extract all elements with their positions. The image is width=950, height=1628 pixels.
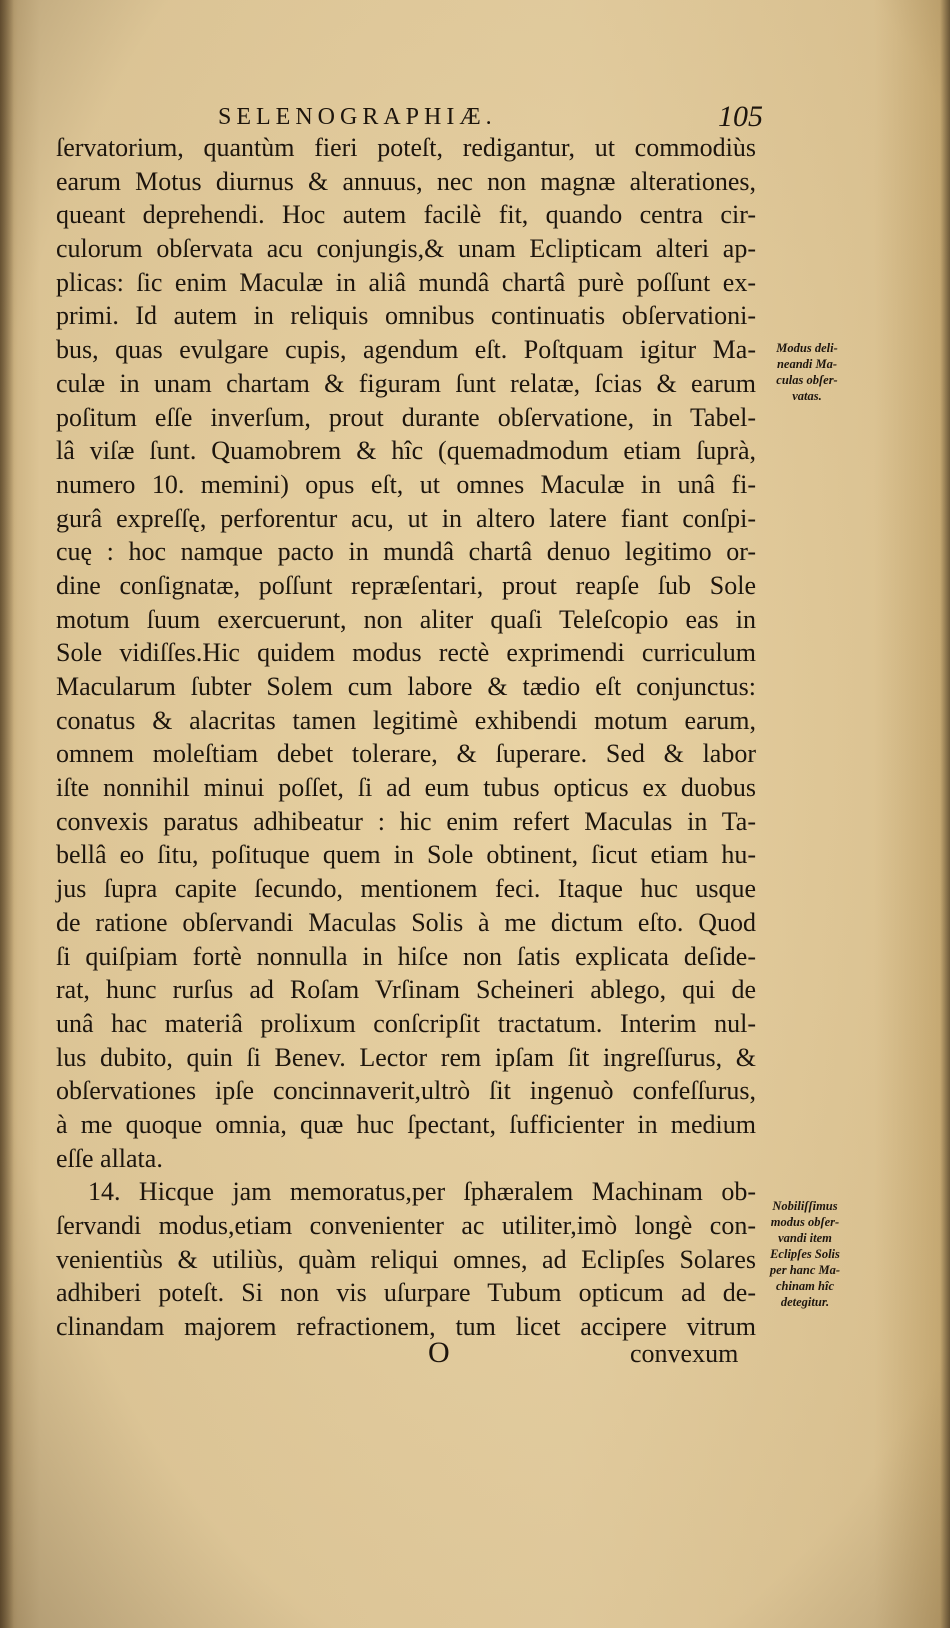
text-line: à me quoque omnia, quæ huc ſpectant, ſufficienter in medium xyxy=(56,1109,756,1139)
running-head-title: SELENOGRAPHIÆ. xyxy=(218,104,497,130)
page-left-edge-shadow xyxy=(0,0,14,1628)
text-line: convexis paratus adhibeatur : hic enim refert Maculas in Ta- xyxy=(56,806,756,836)
margin-note-line: neandi Ma- xyxy=(776,357,838,371)
text-line: lus dubito, quin ſi Benev. Lector rem ipſam ſit ingreſſurus, & xyxy=(56,1042,756,1072)
text-line: rat, hunc rurſus ad Roſam Vrſinam Scheineri ablego, qui de xyxy=(56,975,756,1005)
text-line: unâ hac materiâ prolixum conſcripſit tractatum. Interim nul- xyxy=(56,1008,756,1038)
text-line: cuę : hoc namque pacto in mundâ chartâ denuo legitimo or- xyxy=(56,537,756,567)
signature-mark: O xyxy=(428,1336,450,1369)
text-line: venientiùs & utiliùs, quàm reliqui omnes, ad Eclipſes Solares xyxy=(56,1244,756,1274)
text-line: de ratione obſervandi Maculas Solis à me dictum eſto. Quod xyxy=(56,907,756,937)
text-line: clinandam majorem refractionem, tum licet accipere vitrum xyxy=(56,1312,756,1342)
margin-note-line: chinam hîc xyxy=(776,1279,834,1293)
margin-note-line: Nobiliſſimus xyxy=(772,1199,838,1213)
text-line: omnem moleſtiam debet tolerare, & ſuperare. Sed & labor xyxy=(56,739,756,769)
catchword: convexum xyxy=(630,1339,739,1368)
margin-note-line: vandi item xyxy=(778,1231,832,1245)
text-line: earum Motus diurnus & annuus, nec non magnæ alterationes, xyxy=(56,166,756,196)
text-line: jus ſupra capite ſecundo, mentionem feci. Itaque huc usque xyxy=(56,874,756,904)
text-line: Macularum ſubter Solem cum labore & tædio eſt conjunctus: xyxy=(56,672,756,701)
text-line: culorum obſervata acu conjungis,& unam Eclipticam alteri ap- xyxy=(56,234,756,264)
text-line: bellâ eo ſitu, poſituque quem in Sole obtinent, ſicut etiam hu- xyxy=(56,840,756,870)
text-line: primi. Id autem in reliquis omnibus continuatis obſervationi- xyxy=(56,301,756,331)
text-line: plicas: ſic enim Maculæ in aliâ mundâ chartâ purè poſſunt ex- xyxy=(56,267,756,297)
margin-note-line: Eclipſes Solis xyxy=(770,1247,840,1261)
margin-note-line: culas obſer- xyxy=(776,373,838,387)
margin-note-line: per hanc Ma- xyxy=(769,1263,841,1277)
text-line: ſervatorium, quantùm fieri poteſt, redigantur, ut commodiùs xyxy=(56,133,756,162)
text-line: dine conſignatæ, poſſunt repræſentari, prout reapſe ſub Sole xyxy=(56,570,756,600)
text-line: culæ in unam chartam & figuram ſunt relatæ, ſcias & earum xyxy=(56,368,756,398)
margin-note-observing-eclipses xyxy=(758,1198,852,1310)
margin-note-line: modus obſer- xyxy=(770,1215,840,1229)
margin-note-delineating-spots xyxy=(760,340,854,404)
text-line: queant deprehendi. Hoc autem facilè fit, quando centra cir- xyxy=(56,200,756,230)
text-line: poſitum eſſe inverſum, prout durante obſervatione, in Tabel- xyxy=(56,402,756,432)
page-number: 105 xyxy=(718,100,763,133)
margin-note-line: Modus deli- xyxy=(776,341,838,355)
margin-note-line: detegitur. xyxy=(780,1295,830,1309)
text-line: iſte nonnihil minui poſſet, ſi ad eum tubus opticus ex duobus xyxy=(56,773,756,803)
text-line: obſervationes ipſe concinnaverit,ultrò ſit ingenuò confeſſurus, xyxy=(56,1076,756,1106)
text-line: motum ſuum exercuerunt, non aliter quaſi Teleſcopio eas in xyxy=(56,604,756,634)
text-line: ſi quiſpiam fortè nonnulla in hiſce non ſatis explicata deſide- xyxy=(56,941,756,971)
text-line: adhiberi poteſt. Si non vis uſurpare Tubum opticum ad de- xyxy=(56,1278,756,1308)
text-line: Sole vidiſſes.Hic quidem modus rectè exprimendi curriculum xyxy=(56,638,756,668)
text-line: bus, quas evulgare cupis, agendum eſt. Poſtquam igitur Ma- xyxy=(56,335,756,365)
text-line: ſervandi modus,etiam convenienter ac utiliter,imò longè con- xyxy=(56,1211,756,1240)
text-line: numero 10. memini) opus eſt, ut omnes Maculæ in unâ fi- xyxy=(56,469,756,499)
text-line: eſſe allata. xyxy=(56,1143,163,1173)
page-right-edge-shadow xyxy=(940,0,950,1628)
text-line: gurâ expreſſę, perforentur acu, ut in altero latere fiant conſpi- xyxy=(56,503,756,533)
text-line: conatus & alacritas tamen legitimè exhibendi motum earum, xyxy=(56,705,756,735)
body-text xyxy=(56,131,756,1344)
paragraph-start-line: 14. Hicque jam memoratus,per ſphæralem Machinam ob- xyxy=(88,1177,756,1207)
margin-note-line: vatas. xyxy=(792,389,822,403)
text-line: lâ viſæ ſunt. Quamobrem & hîc (quemadmodum etiam ſuprà, xyxy=(56,436,756,466)
